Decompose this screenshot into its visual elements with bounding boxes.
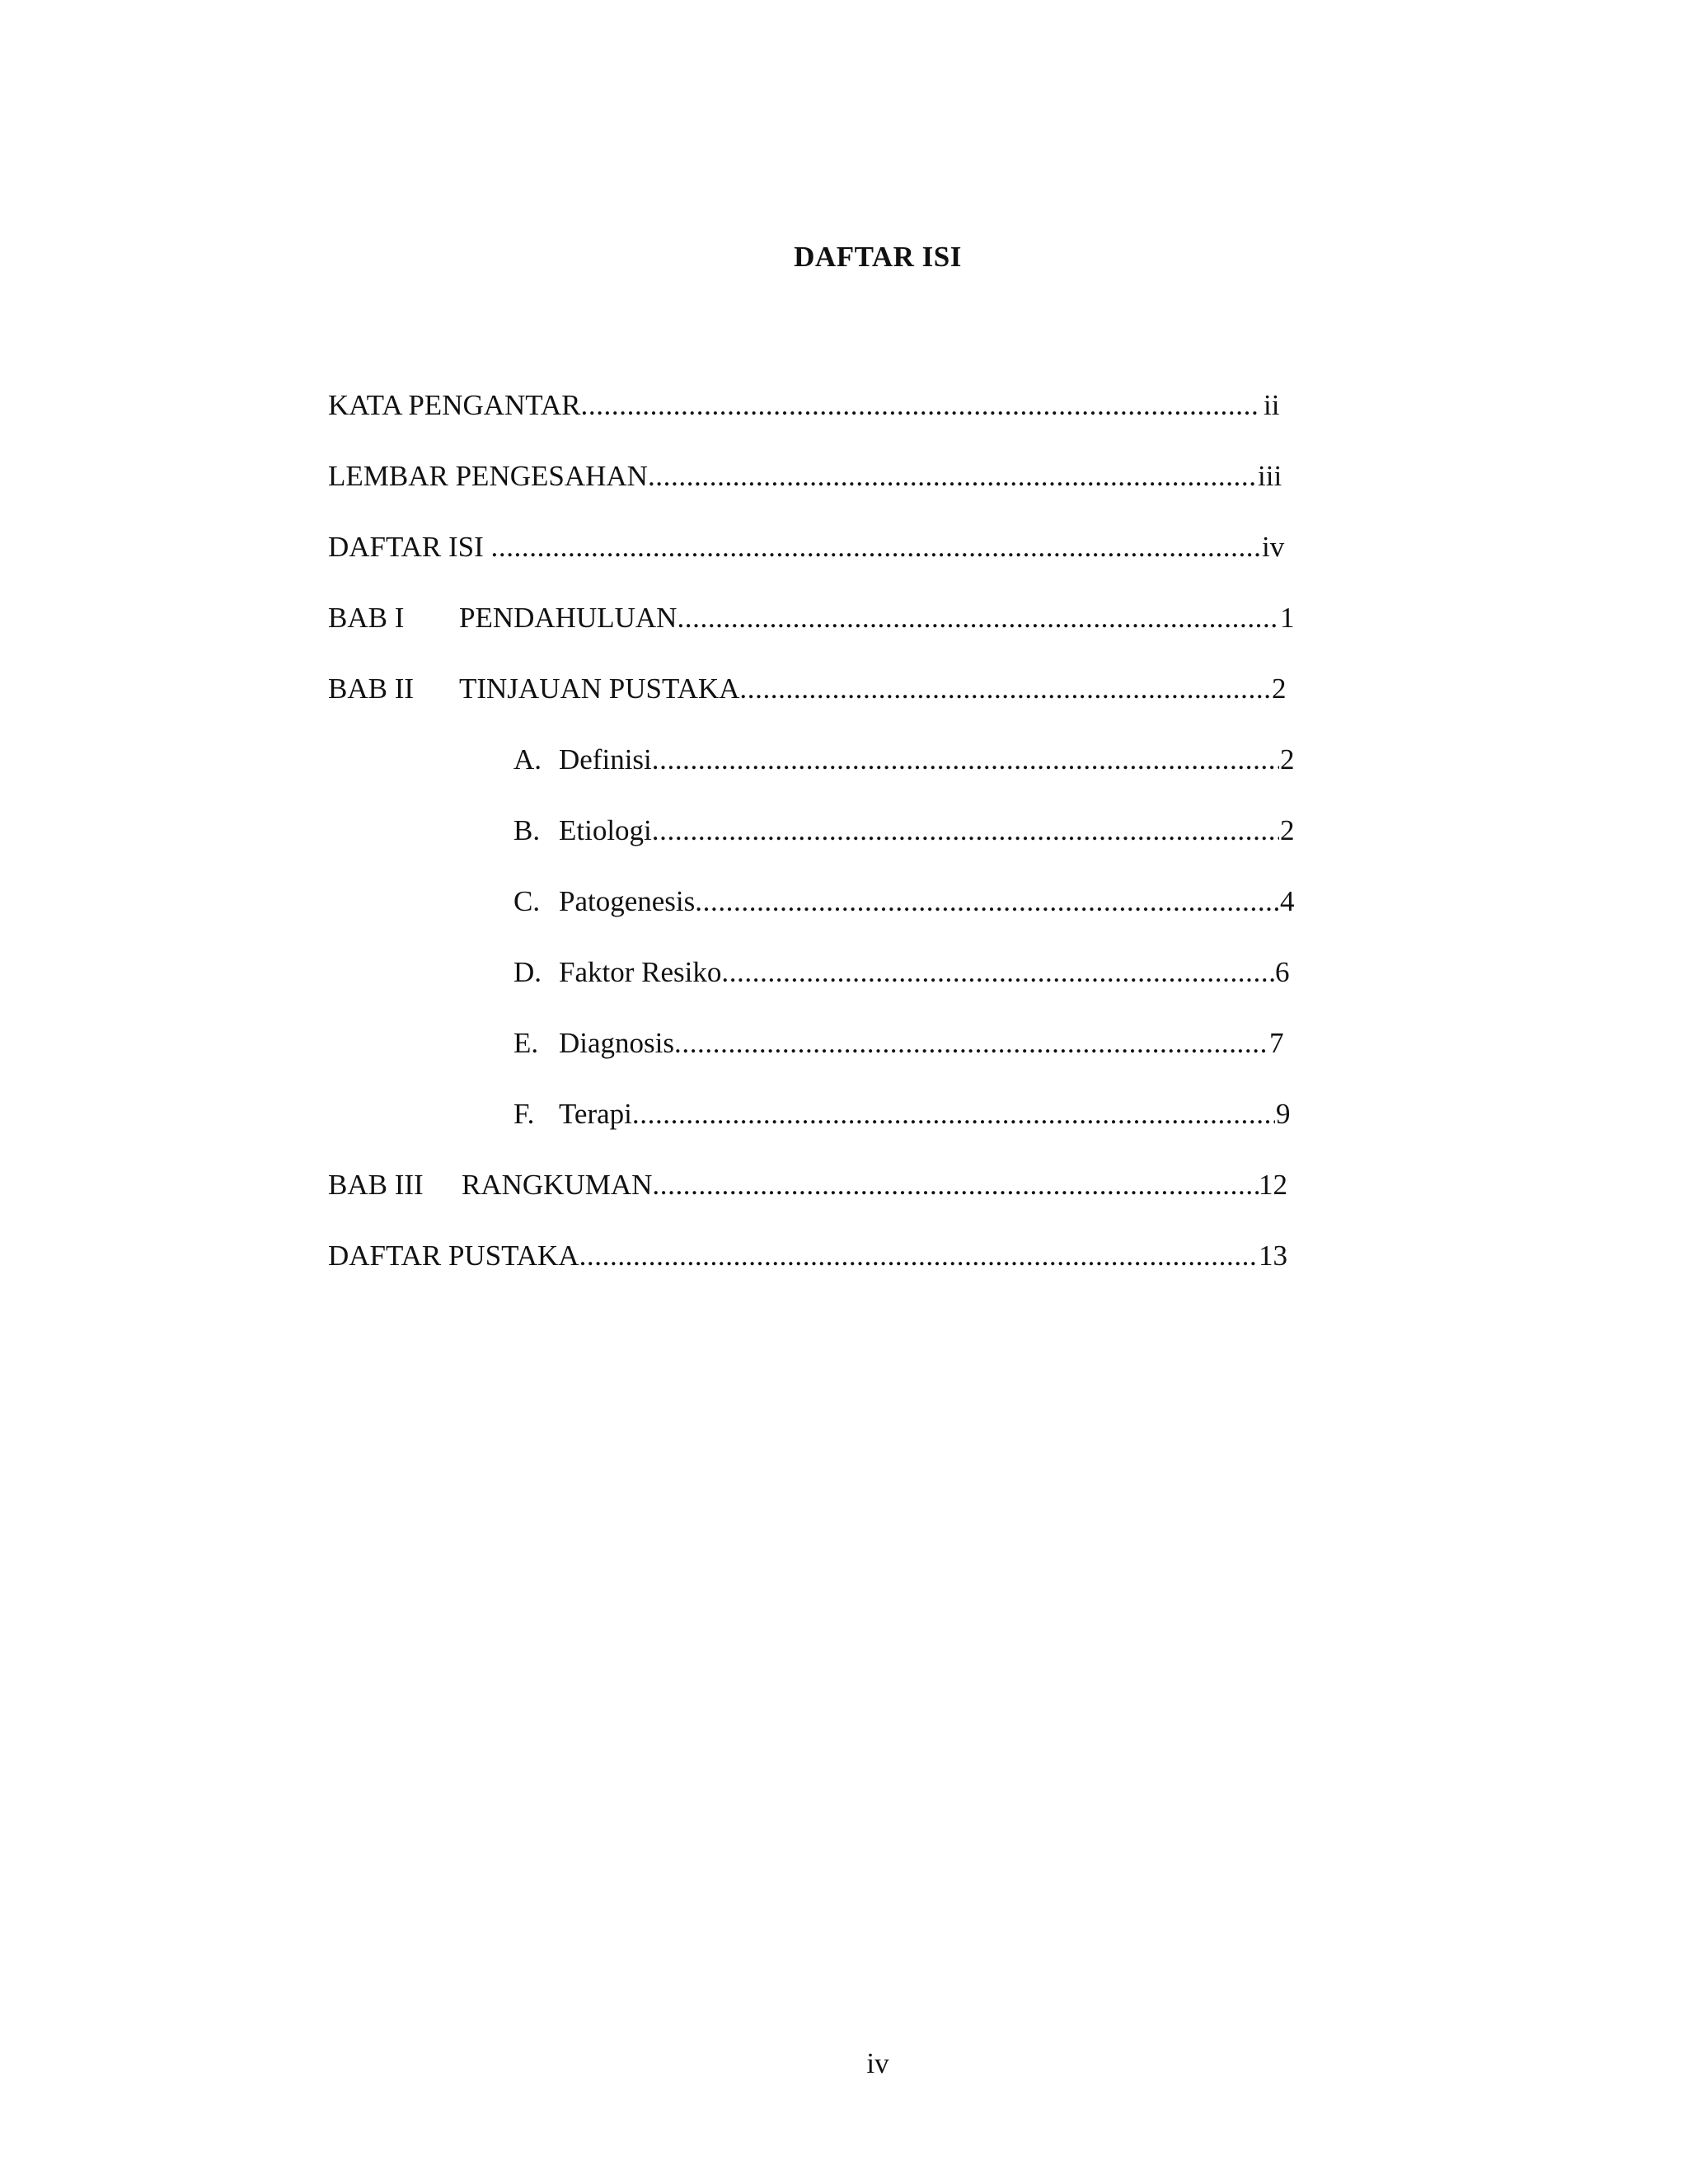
toc-entry-prefix: F. <box>513 1098 535 1130</box>
toc-entry-title: RANGKUMAN ..... <box>462 1169 1259 1201</box>
toc-entry-page: 1 <box>1280 602 1295 634</box>
toc-entry-prefix: BAB III <box>328 1169 424 1201</box>
toc-entry-prefix: B. <box>513 814 541 846</box>
toc-entry-leader <box>559 739 1279 780</box>
toc-entry-prefix: E. <box>513 1027 539 1059</box>
toc-entry-title: Terapi ..... <box>559 1098 1275 1130</box>
toc-entry-prefix: A. <box>513 743 542 776</box>
toc-entry-prefix: C. <box>513 885 541 917</box>
toc-entry-title: Definisi ..... <box>559 743 1279 776</box>
toc-entry-title: Diagnosis ..... <box>559 1027 1268 1059</box>
toc-entry-title: Etiologi ..... <box>559 814 1279 846</box>
toc-entry-page: 6 <box>1275 956 1290 988</box>
toc-entry-leader <box>328 385 1259 426</box>
toc-entry-prefix: BAB II <box>328 673 415 705</box>
toc-entry-leader <box>459 668 1271 710</box>
toc-entry-title: KATA PENGANTAR ..... <box>328 389 1259 421</box>
toc-entry-prefix: D. <box>513 956 542 988</box>
toc-entry-leader <box>328 456 1256 497</box>
toc-entry-title: LEMBAR PENGESAHAN ..... <box>328 460 1256 492</box>
toc-entry-page: 12 <box>1259 1169 1287 1201</box>
toc-entry-leader <box>328 1235 1259 1277</box>
toc-entry-leader <box>559 1094 1275 1135</box>
toc-entry-leader <box>559 952 1274 993</box>
toc-entry-leader <box>559 810 1279 851</box>
toc-entry-page: 13 <box>1259 1240 1287 1272</box>
toc-entry-page: iii <box>1258 460 1282 492</box>
toc-entry-title: Patogenesis ..... <box>559 885 1279 917</box>
toc-entry-page: 7 <box>1269 1027 1284 1059</box>
toc-entry-page: 2 <box>1280 743 1295 776</box>
toc-entry-title: DAFTAR ISI ..... <box>328 531 1259 563</box>
toc-entry-leader <box>328 527 1259 568</box>
toc-entry-page: 4 <box>1280 885 1295 917</box>
toc-entry-page: ii <box>1264 389 1280 421</box>
toc-entry-title: DAFTAR PUSTAKA ..... <box>328 1240 1259 1272</box>
toc-entry-page: 9 <box>1276 1098 1291 1130</box>
toc-entry-title: Faktor Resiko ..... <box>559 956 1274 988</box>
toc-entry-title: PENDAHULUAN ..... <box>459 602 1279 634</box>
toc-entry-title: TINJAUAN PUSTAKA ..... <box>459 673 1271 705</box>
toc-entry-leader <box>462 1165 1259 1206</box>
toc-entry-prefix: BAB I <box>328 602 405 634</box>
toc-entry-page: 2 <box>1280 814 1295 846</box>
toc-entry-leader <box>559 1023 1268 1064</box>
toc-entry-leader <box>559 881 1279 922</box>
toc-entry-page: iv <box>1262 531 1285 563</box>
toc-entry-page: 2 <box>1272 673 1287 705</box>
page-title: DAFTAR ISI <box>794 241 962 273</box>
toc-entry-leader <box>459 598 1279 639</box>
footer-page-number: iv <box>866 2047 889 2079</box>
